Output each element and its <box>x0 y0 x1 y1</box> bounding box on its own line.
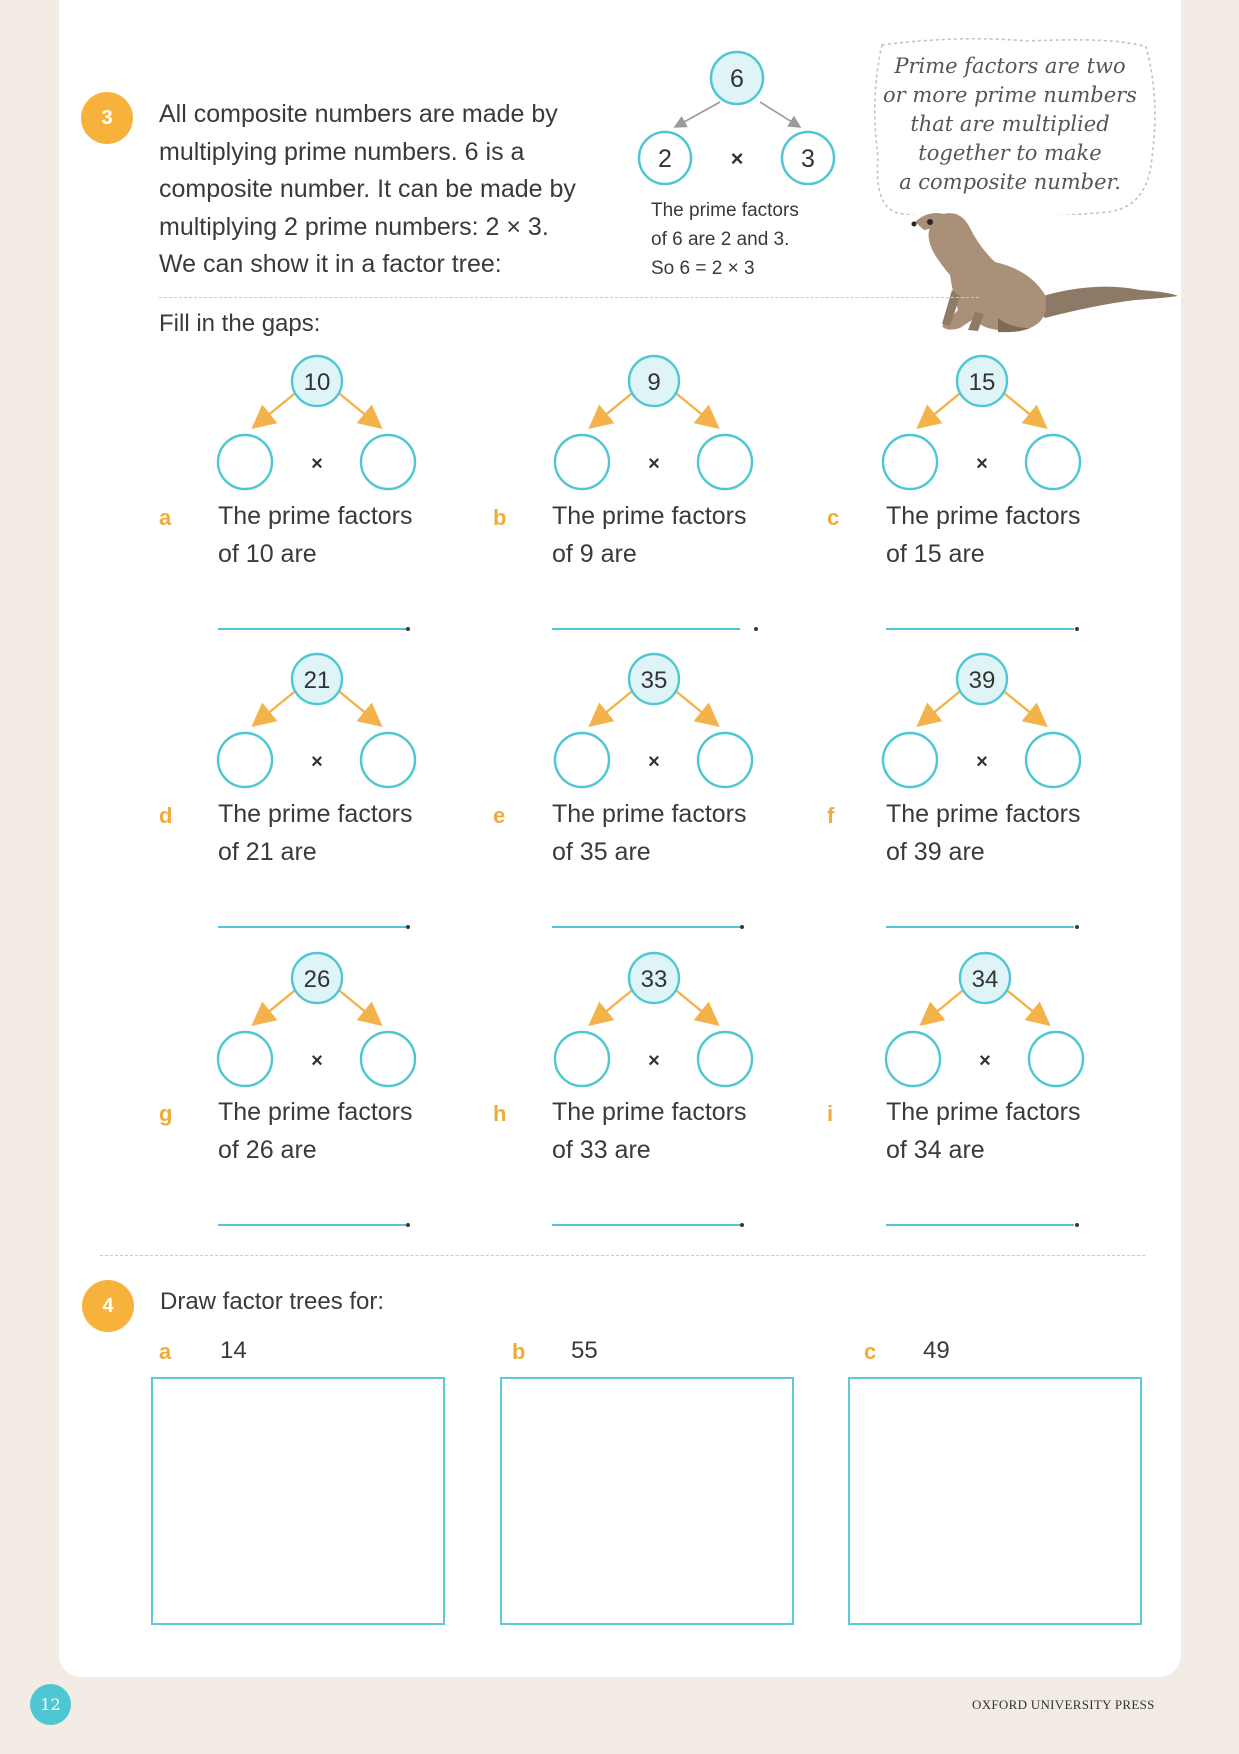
tree-arrow-right <box>335 390 379 426</box>
q4-value-c: 49 <box>923 1337 950 1364</box>
example-caption <box>651 196 799 283</box>
item-text <box>552 497 747 573</box>
tree-operator: × <box>979 1050 991 1072</box>
tree-operator: × <box>976 751 988 773</box>
item-line: The prime factors <box>218 1098 413 1126</box>
tree-right-answer-circle[interactable] <box>698 435 752 489</box>
intro-line: composite number. It can be made by <box>159 175 576 203</box>
answer-full-stop <box>754 627 758 631</box>
answer-full-stop <box>1075 1223 1079 1227</box>
item-text <box>218 795 413 871</box>
tree-right-answer-circle[interactable] <box>1026 435 1080 489</box>
q4-letter-c: c <box>864 1339 877 1364</box>
item-text <box>552 1093 747 1169</box>
tree-operator: × <box>311 453 323 475</box>
question-3-badge: 3 <box>81 92 133 144</box>
answer-full-stop <box>1075 925 1079 929</box>
example-root-value: 6 <box>730 65 744 93</box>
item-line: The prime factors <box>886 800 1081 828</box>
item-line: The prime factors <box>552 502 747 530</box>
answer-line[interactable] <box>886 628 1074 630</box>
tree-left-answer-circle[interactable] <box>555 435 609 489</box>
q4-letter-a: a <box>159 1339 172 1364</box>
tree-operator: × <box>648 751 660 773</box>
answer-full-stop <box>1075 627 1079 631</box>
item-text <box>218 497 413 573</box>
item-line: of 21 are <box>218 838 317 866</box>
item-line: of 34 are <box>886 1136 985 1164</box>
item-letter: b <box>493 505 507 530</box>
section-divider <box>159 297 979 298</box>
tree-root-number: 21 <box>303 667 331 694</box>
item-letter: f <box>827 803 835 828</box>
item-line: The prime factors <box>218 502 413 530</box>
item-letter: d <box>159 803 173 828</box>
tree-arrow-left <box>592 390 636 426</box>
answer-line[interactable] <box>218 628 406 630</box>
item-letter: g <box>159 1101 173 1126</box>
tree-arrow-left <box>920 390 964 426</box>
factor-tree <box>878 350 1088 496</box>
item-text <box>886 497 1081 573</box>
example-right-value: 3 <box>801 145 815 173</box>
speech-line: that are multiplied <box>910 112 1110 136</box>
answer-full-stop <box>740 1223 744 1227</box>
item-line: of 39 are <box>886 838 985 866</box>
item-line: of 33 are <box>552 1136 651 1164</box>
tree-arrow-left <box>920 688 964 724</box>
item-text <box>552 795 747 871</box>
intro-line: multiplying prime numbers. 6 is a <box>159 137 525 166</box>
answer-line[interactable] <box>886 926 1074 928</box>
question-3-intro <box>159 96 619 284</box>
answer-line[interactable] <box>886 1224 1074 1226</box>
factor-tree <box>213 648 423 794</box>
tree-operator: × <box>976 453 988 475</box>
tree-right-answer-circle[interactable] <box>1026 733 1080 787</box>
tree-left-answer-circle[interactable] <box>883 435 937 489</box>
speech-line: or more prime numbers <box>883 83 1137 107</box>
tree-left-answer-circle[interactable] <box>886 1032 940 1086</box>
tree-arrow-left <box>592 987 636 1023</box>
answer-full-stop <box>406 925 410 929</box>
item-line: of 10 are <box>218 540 317 568</box>
tree-right-answer-circle[interactable] <box>361 1032 415 1086</box>
item-line: of 35 are <box>552 838 651 866</box>
intro-line: multiplying 2 prime numbers: 2 × 3. <box>159 212 549 241</box>
meerkat-illustration <box>880 200 1180 340</box>
page-number: 12 <box>30 1684 71 1725</box>
factor-tree <box>881 947 1091 1093</box>
tree-arrow-left <box>592 688 636 724</box>
tree-operator: × <box>648 1050 660 1072</box>
tree-arrow-right <box>335 688 379 724</box>
fill-in-title: Fill in the gaps: <box>159 310 321 337</box>
tree-arrow-left <box>255 390 299 426</box>
answer-full-stop <box>406 627 410 631</box>
tree-arrow-right <box>335 987 379 1023</box>
tree-arrow-left <box>923 987 967 1023</box>
item-line: of 9 are <box>552 540 637 568</box>
item-line: The prime factors <box>218 800 413 828</box>
example-operator: × <box>730 146 744 171</box>
speech-line: a composite number. <box>899 170 1121 194</box>
tree-operator: × <box>311 751 323 773</box>
tree-operator: × <box>311 1050 323 1072</box>
question-divider <box>100 1255 1145 1256</box>
item-letter: i <box>827 1101 834 1126</box>
item-letter: a <box>159 505 172 530</box>
tree-left-answer-circle[interactable] <box>218 1032 272 1086</box>
factor-tree <box>550 947 760 1093</box>
intro-line: All composite numbers are made by <box>159 100 558 128</box>
tree-root-number: 15 <box>968 369 996 396</box>
tree-left-answer-circle[interactable] <box>555 733 609 787</box>
tree-left-answer-circle[interactable] <box>883 733 937 787</box>
tree-right-answer-circle[interactable] <box>698 733 752 787</box>
item-line: The prime factors <box>886 502 1081 530</box>
factor-tree <box>213 350 423 496</box>
example-caption-line: So 6 = 2 × 3 <box>651 258 755 279</box>
q4-value-a: 14 <box>220 1337 247 1364</box>
drawing-box-c[interactable] <box>848 1377 1142 1625</box>
tree-root-number: 34 <box>971 966 999 993</box>
q4-value-b: 55 <box>571 1337 598 1364</box>
item-line: of 26 are <box>218 1136 317 1164</box>
publisher-credit: OXFORD UNIVERSITY PRESS <box>972 1697 1155 1712</box>
tree-arrow-right <box>672 390 716 426</box>
tree-arrow-right <box>672 688 716 724</box>
drawing-box-b[interactable] <box>500 1377 794 1625</box>
answer-line[interactable] <box>552 1224 740 1226</box>
tree-root-number: 35 <box>640 667 668 694</box>
tree-operator: × <box>648 453 660 475</box>
tree-right-answer-circle[interactable] <box>361 435 415 489</box>
drawing-box-a[interactable] <box>151 1377 445 1625</box>
example-left-value: 2 <box>658 145 672 173</box>
intro-line: We can show it in a factor tree: <box>159 250 502 278</box>
item-text <box>886 795 1081 871</box>
answer-line[interactable] <box>218 1224 406 1226</box>
tree-root-number: 9 <box>647 369 661 396</box>
tree-root-number: 39 <box>968 667 996 694</box>
example-caption-line: of 6 are 2 and 3. <box>651 229 790 250</box>
example-caption-line: The prime factors <box>651 200 799 221</box>
tree-left-answer-circle[interactable] <box>555 1032 609 1086</box>
answer-line[interactable] <box>218 926 406 928</box>
tree-arrow-right <box>1000 390 1044 426</box>
question-4-title: Draw factor trees for: <box>160 1288 385 1315</box>
speech-bubble-text <box>874 52 1146 197</box>
speech-line: together to make <box>918 141 1102 165</box>
q4-letter-b: b <box>512 1339 526 1364</box>
item-line: The prime factors <box>552 800 747 828</box>
tree-root-number: 26 <box>303 966 331 993</box>
speech-line: Prime factors are two <box>894 54 1126 78</box>
example-factor-tree <box>630 45 850 195</box>
tree-arrow-left <box>255 688 299 724</box>
item-text <box>886 1093 1081 1169</box>
tree-arrow-right <box>1003 987 1047 1023</box>
tree-right-answer-circle[interactable] <box>698 1032 752 1086</box>
answer-line[interactable] <box>552 926 740 928</box>
item-line: of 15 are <box>886 540 985 568</box>
tree-left-answer-circle[interactable] <box>218 435 272 489</box>
tree-arrow-left <box>255 987 299 1023</box>
tree-left-answer-circle[interactable] <box>218 733 272 787</box>
item-letter: e <box>493 803 506 828</box>
factor-tree <box>213 947 423 1093</box>
factor-tree <box>550 648 760 794</box>
tree-root-number: 33 <box>640 966 668 993</box>
tree-arrow-right <box>672 987 716 1023</box>
tree-arrow-right <box>1000 688 1044 724</box>
item-text <box>218 1093 413 1169</box>
tree-right-answer-circle[interactable] <box>1029 1032 1083 1086</box>
item-letter: c <box>827 505 840 530</box>
item-line: The prime factors <box>886 1098 1081 1126</box>
factor-tree <box>550 350 760 496</box>
tree-root-number: 10 <box>303 369 331 396</box>
answer-full-stop <box>406 1223 410 1227</box>
factor-tree <box>878 648 1088 794</box>
answer-line[interactable] <box>552 628 740 630</box>
tree-right-answer-circle[interactable] <box>361 733 415 787</box>
item-letter: h <box>493 1101 507 1126</box>
question-4-badge: 4 <box>82 1280 134 1332</box>
answer-full-stop <box>740 925 744 929</box>
item-line: The prime factors <box>552 1098 747 1126</box>
